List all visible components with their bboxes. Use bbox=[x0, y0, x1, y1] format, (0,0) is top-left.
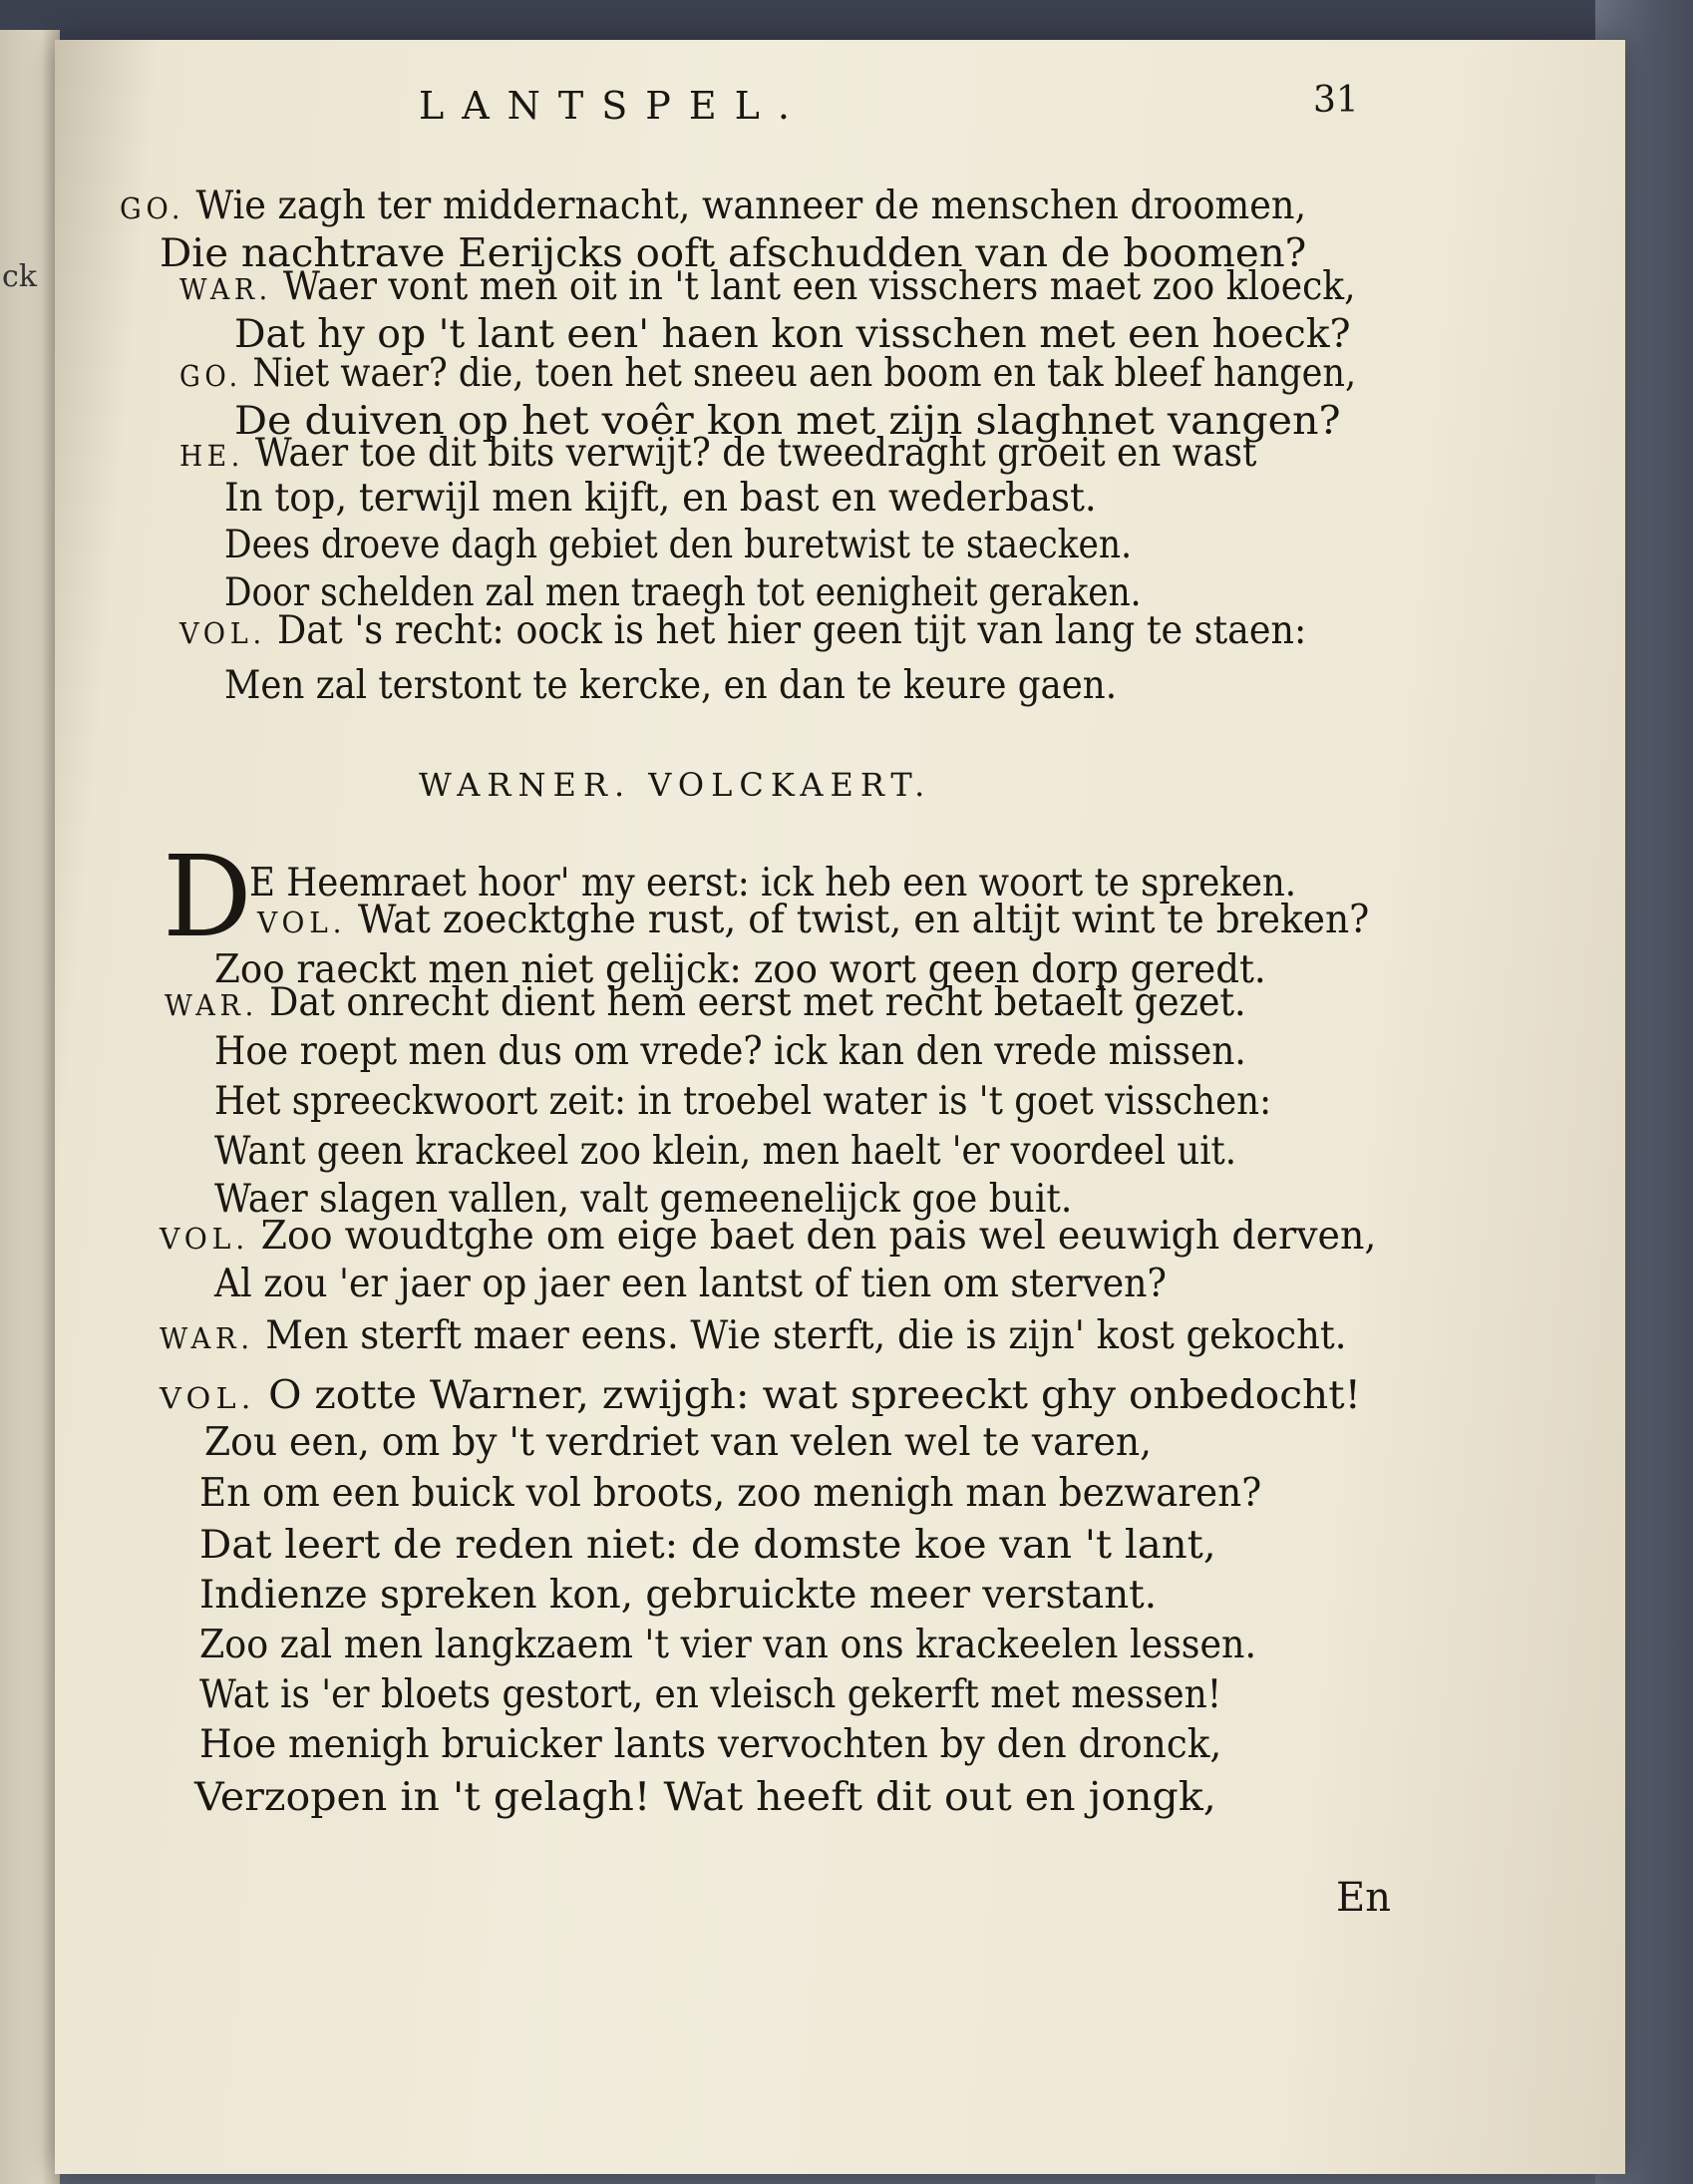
speaker-label: VOL. bbox=[257, 906, 347, 939]
verse-line bbox=[179, 431, 1257, 476]
line-text: De duiven op het voêr kon met zijn slaghnet vangen? bbox=[234, 399, 1341, 444]
verse-line bbox=[179, 608, 1307, 653]
speaker-label: GO. bbox=[120, 191, 185, 225]
line-text: Zoo zal men langkzaem 't vier van ons krackeelen lessen. bbox=[199, 1623, 1257, 1667]
speaker-label: WAR. bbox=[160, 1321, 254, 1355]
line-text: Zoo raeckt men niet gelijck: zoo wort geen dorp geredt. bbox=[214, 947, 1266, 992]
line-text: Door schelden zal men traegh tot eenigheit geraken. bbox=[224, 570, 1142, 615]
verse-line bbox=[199, 1722, 1222, 1767]
drop-cap: D bbox=[163, 833, 252, 962]
verse-line bbox=[160, 1313, 1347, 1358]
line-text: Dees droeve dagh gebiet den buretwist te staecken. bbox=[224, 523, 1133, 567]
verse-line bbox=[204, 1420, 1153, 1465]
line-text: Het spreeckwoort zeit: in troebel water is 't goet visschen: bbox=[214, 1079, 1272, 1124]
line-text: Dat hy op 't lant een' haen kon visschen met een hoeck? bbox=[234, 312, 1351, 357]
line-text: Zoo woudtghe om eige baet den pais wel eeuwigh derven, bbox=[260, 1214, 1377, 1259]
verse-line bbox=[165, 980, 1246, 1025]
line-text: Al zou 'er jaer op jaer een lantst of tien om sterven? bbox=[214, 1262, 1167, 1306]
verse-line bbox=[194, 1775, 1216, 1820]
verse-line bbox=[179, 264, 1356, 309]
verse-line bbox=[199, 1623, 1257, 1667]
speaker-label: WAR. bbox=[179, 272, 272, 306]
page-number: 31 bbox=[1313, 80, 1359, 121]
line-text: Die nachtrave Eerijcks ooft afschudden van de boomen? bbox=[160, 231, 1307, 276]
line-text: En om een buick vol broots, zoo menigh man bezwaren? bbox=[199, 1471, 1262, 1516]
line-text: Dat leert de reden niet: de domste koe van 't lant, bbox=[199, 1523, 1216, 1568]
verse-line bbox=[214, 1129, 1237, 1174]
line-text: Zou een, om by 't verdriet van velen wel te varen, bbox=[204, 1420, 1153, 1465]
verse-line bbox=[224, 523, 1133, 567]
speaker-label: VOL. bbox=[160, 1222, 250, 1256]
line-text: E Heemraet hoor' my eerst: ick heb een woort te spreken. bbox=[249, 861, 1297, 906]
speaker-label: VOL. bbox=[179, 616, 266, 650]
line-text: Hoe menigh bruicker lants vervochten by den dronck, bbox=[199, 1722, 1222, 1767]
facing-page-fragment: ck bbox=[2, 259, 37, 294]
verse-line bbox=[224, 663, 1118, 708]
verse-line bbox=[160, 1373, 1361, 1418]
speaker-label: VOL. bbox=[160, 1381, 256, 1415]
speaker-label: WAR. bbox=[165, 988, 258, 1022]
verse-line bbox=[214, 1262, 1167, 1306]
line-text: Verzopen in 't gelagh! Wat heeft dit out en jongk, bbox=[194, 1775, 1216, 1820]
verse-line bbox=[120, 183, 1307, 228]
line-text: In top, terwijl men kijft, en bast en wederbast. bbox=[224, 476, 1097, 521]
line-text: Wie zagh ter middernacht, wanneer de menschen droomen, bbox=[195, 183, 1307, 228]
verse-line bbox=[234, 312, 1351, 357]
line-text: Waer vont men oit in 't lant een visschers maet zoo kloeck, bbox=[282, 264, 1356, 309]
verse-line bbox=[199, 1573, 1158, 1618]
verse-line bbox=[257, 898, 1370, 942]
verse-line bbox=[199, 1471, 1262, 1516]
verse-line bbox=[160, 1214, 1377, 1259]
line-text: Men sterft maer eens. Wie sterft, die is zijn' kost gekocht. bbox=[265, 1313, 1347, 1358]
line-text: Want geen krackeel zoo klein, men haelt 'er voordeel uit. bbox=[214, 1129, 1237, 1174]
verse-line bbox=[214, 1079, 1272, 1124]
line-text: Niet waer? die, toen het sneeu aen boom en tak bleef hangen, bbox=[252, 351, 1357, 396]
line-text: Men zal terstont te kercke, en dan te keure gaen. bbox=[224, 663, 1118, 708]
running-title: LANTSPEL. bbox=[419, 84, 808, 128]
catchword: En bbox=[1336, 1875, 1391, 1921]
verse-line bbox=[179, 351, 1357, 396]
line-text: Indienze spreken kon, gebruickte meer verstant. bbox=[199, 1573, 1158, 1618]
verse-line bbox=[224, 570, 1142, 615]
verse-line bbox=[199, 1523, 1216, 1568]
speaker-label: HE. bbox=[179, 439, 244, 473]
line-text: Wat is 'er bloets gestort, en vleisch gekerft met messen! bbox=[199, 1672, 1222, 1717]
line-text: Dat onrecht dient hem eerst met recht betaelt gezet. bbox=[269, 980, 1246, 1025]
line-text: O zotte Warner, zwijgh: wat spreeckt ghy onbedocht! bbox=[268, 1373, 1361, 1418]
line-text: Waer slagen vallen, valt gemeenelijck goe buit. bbox=[214, 1177, 1073, 1222]
section-heading: WARNER. VOLCKAERT. bbox=[419, 766, 932, 804]
speaker-label: GO. bbox=[179, 359, 242, 393]
verse-line bbox=[224, 476, 1097, 521]
verse-line bbox=[214, 1029, 1246, 1074]
line-text: Dat 's recht: oock is het hier geen tijt van lang te staen: bbox=[277, 608, 1307, 653]
line-text: Hoe roept men dus om vrede? ick kan den vrede missen. bbox=[214, 1029, 1246, 1074]
verse-line bbox=[199, 1672, 1222, 1717]
line-text: Wat zoecktghe rust, of twist, en altijt wint te breken? bbox=[357, 898, 1370, 942]
facing-page-edge bbox=[0, 30, 60, 2184]
line-text: Waer toe dit bits verwijt? de tweedraght groeit en wast bbox=[254, 431, 1257, 476]
